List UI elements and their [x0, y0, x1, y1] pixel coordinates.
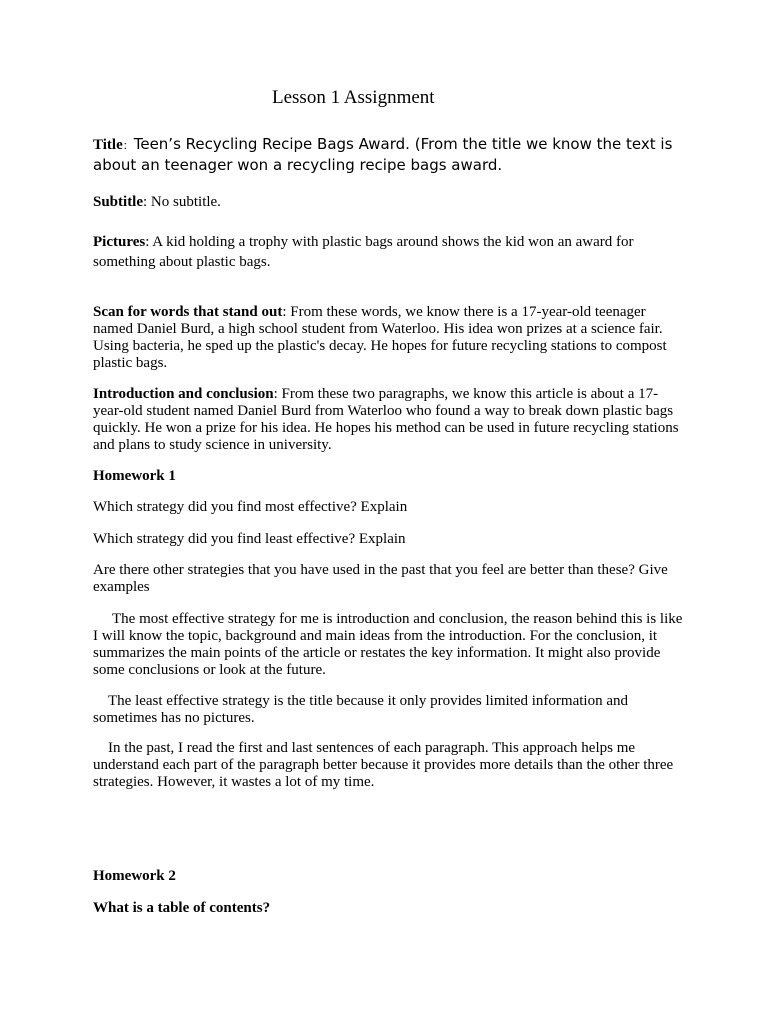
title-paragraph — [93, 134, 683, 175]
answer-3: In the past, I read the first and last sentences of each paragraph. This approach helps me understand each part of the paragraph better because it provides more details than the other three strategies. However, it wastes a lot of my time. — [93, 740, 674, 790]
answer-2: The least effective strategy is the title because it only provides limited information and sometimes has no pictures. — [93, 693, 628, 726]
scan-paragraph — [93, 304, 683, 372]
pictures-text: : A kid holding a trophy with plastic bags around shows the kid won an award for something about plastic bags. — [93, 234, 634, 270]
intro-label: Introduction and conclusion — [93, 386, 274, 402]
intro-paragraph — [93, 386, 683, 454]
subtitle-label: Subtitle — [93, 194, 144, 210]
subtitle-text: : No subtitle. — [143, 194, 221, 210]
scan-label: Scan for words that stand out — [93, 304, 283, 320]
homework-2-question-1 — [93, 900, 683, 917]
title-text: Teen’s Recycling Recipe Bags Award. (From the title we know the text is about an teenager won a recycling recipe bags award. — [93, 135, 673, 174]
homework-1-heading — [93, 468, 683, 485]
intro-text: : From these two paragraphs, we know this article is about a 17-year-old student named Daniel Burd from Waterloo who found a way to break down plastic bags quickly. He won a prize for his idea. He hopes his method can be used in future recycling stations and plans to study science in university. — [93, 386, 679, 453]
homework-2-heading-text: Homework 2 — [93, 868, 176, 884]
question-3: Are there other strategies that you have used in the past that you feel are better than these? Give examples — [93, 562, 668, 595]
scan-text: : From these words, we know there is a 17-year-old teenager named Daniel Burd, a high school student from Waterloo. His idea won prizes at a science fair. Using bacteria, he sped up the plastic's decay. He hopes for future recycling stations to compost plastic bags. — [93, 304, 667, 371]
page-title: Lesson 1 Assignment — [272, 87, 435, 108]
homework-1-heading-text: Homework 1 — [93, 468, 176, 484]
title-label: Title — [93, 137, 123, 153]
question-1: Which strategy did you find most effective? Explain — [93, 499, 408, 515]
subtitle-paragraph — [93, 194, 683, 211]
answer-1: The most effective strategy for me is introduction and conclusion, the reason behind this is like I will know the topic, background and main ideas from the introduction. For the conclusion, it summarizes the main points of the article or restates the key information. It might also provide some conclusions or look at the future. — [93, 611, 683, 678]
title-separator: ： — [122, 140, 134, 152]
homework-2-heading — [93, 868, 683, 885]
homework-2-question-1-text: What is a table of contents? — [93, 900, 271, 916]
pictures-paragraph — [93, 232, 683, 272]
pictures-label: Pictures — [93, 234, 146, 250]
question-2: Which strategy did you find least effective? Explain — [93, 531, 406, 547]
